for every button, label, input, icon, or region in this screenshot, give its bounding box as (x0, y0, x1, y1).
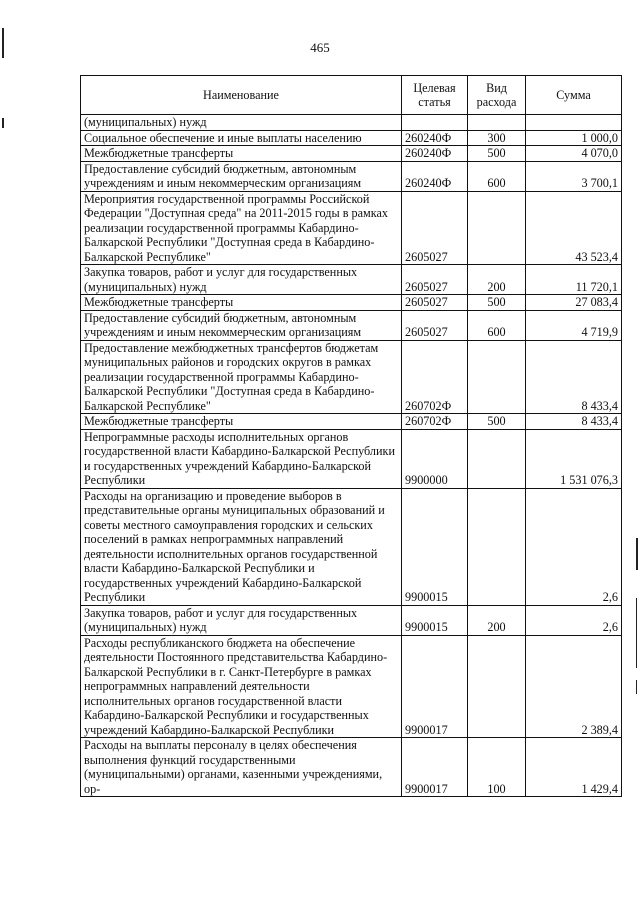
row-sum: 8 433,4 (526, 340, 622, 414)
row-sum: 4 070,0 (526, 146, 622, 162)
row-sum: 2 389,4 (526, 635, 622, 738)
row-sum: 4 719,9 (526, 310, 622, 340)
table-row (81, 310, 622, 340)
row-name: Расходы на организацию и проведение выборов в представительные органы муниципальных образований и советы местного самоуправления городских и сельских поселений в рамках непрограммных направлений деятельности исполнительных органов государственной власти Кабардино-Балкарской Республики и государственных учреждений Кабардино-Балкарской Республики (81, 488, 402, 605)
row-sum: 8 433,4 (526, 414, 622, 430)
column-header-article: Целевая статья (402, 76, 468, 115)
table-row (81, 265, 622, 295)
row-name: (муниципальных) нужд (81, 115, 402, 131)
row-sum: 1 000,0 (526, 130, 622, 146)
table-row (81, 429, 622, 488)
table-row (81, 605, 622, 635)
row-article: 2605027 (402, 295, 468, 311)
table-row (81, 340, 622, 414)
row-sum: 1 531 076,3 (526, 429, 622, 488)
row-sum: 2,6 (526, 605, 622, 635)
table-row (81, 146, 622, 162)
row-name: Предоставление субсидий бюджетным, автономным учреждениям и иным некоммерческим организациям (81, 161, 402, 191)
row-type (468, 115, 526, 131)
table-header-row (81, 76, 622, 115)
row-type (468, 635, 526, 738)
row-sum (526, 115, 622, 131)
row-type (468, 340, 526, 414)
row-type (468, 429, 526, 488)
row-article: 260702Ф (402, 414, 468, 430)
row-sum: 43 523,4 (526, 191, 622, 265)
row-name: Закупка товаров, работ и услуг для государственных (муниципальных) нужд (81, 605, 402, 635)
row-type: 200 (468, 265, 526, 295)
row-name: Межбюджетные трансферты (81, 295, 402, 311)
table-row (81, 488, 622, 605)
table-row (81, 130, 622, 146)
table-row (81, 115, 622, 131)
row-article (402, 115, 468, 131)
column-header-sum: Сумма (526, 76, 622, 115)
row-name: Предоставление межбюджетных трансфертов бюджетам муниципальных районов и городских округов в рамках реализации государственной программы Кабардино-Балкарской Республики "Доступная среда в Кабардино-Балкарской Республике" (81, 340, 402, 414)
row-type (468, 191, 526, 265)
row-article: 9900017 (402, 738, 468, 797)
row-type: 500 (468, 146, 526, 162)
column-header-name: Наименование (81, 76, 402, 115)
row-article: 260240Ф (402, 130, 468, 146)
row-type: 500 (468, 295, 526, 311)
row-type: 200 (468, 605, 526, 635)
row-name: Мероприятия государственной программы Российской Федерации "Доступная среда" на 2011-2015 годы в рамках реализации государственной программы Кабардино-Балкарской Республики "Доступная среда в Кабардино-Балкарской Республике" (81, 191, 402, 265)
table-row (81, 295, 622, 311)
row-name: Расходы республиканского бюджета на обеспечение деятельности Постоянного представительства Кабардино-Балкарской Республики в г. Санкт-Петербурге в рамках непрограммных направлений деятельности исполнительных органов государственной власти Кабардино-Балкарской Республики и государственных учреждений Кабардино-Балкарской Республики (81, 635, 402, 738)
row-sum: 11 720,1 (526, 265, 622, 295)
table-row (81, 161, 622, 191)
table-row (81, 635, 622, 738)
row-article: 2605027 (402, 310, 468, 340)
row-name: Межбюджетные трансферты (81, 146, 402, 162)
row-article: 260702Ф (402, 340, 468, 414)
row-name: Предоставление субсидий бюджетным, автономным учреждениям и иным некоммерческим организациям (81, 310, 402, 340)
row-type: 500 (468, 414, 526, 430)
row-type: 600 (468, 310, 526, 340)
row-name: Непрограммные расходы исполнительных органов государственной власти Кабардино-Балкарской Республики и государственных учреждений Кабардино-Балкарской Республики (81, 429, 402, 488)
scan-margin-mark (636, 598, 637, 668)
table-row (81, 414, 622, 430)
row-article: 9900015 (402, 488, 468, 605)
row-article: 9900000 (402, 429, 468, 488)
row-name: Расходы на выплаты персоналу в целях обеспечения выполнения функций государственными (муниципальными) органами, казенными учреждениями, ор- (81, 738, 402, 797)
row-article: 2605027 (402, 265, 468, 295)
row-article: 9900017 (402, 635, 468, 738)
row-name: Закупка товаров, работ и услуг для государственных (муниципальных) нужд (81, 265, 402, 295)
row-sum: 2,6 (526, 488, 622, 605)
page-number: 465 (310, 40, 330, 55)
row-sum: 3 700,1 (526, 161, 622, 191)
scan-margin-mark (636, 538, 638, 570)
row-sum: 1 429,4 (526, 738, 622, 797)
row-article: 260240Ф (402, 161, 468, 191)
budget-table (80, 75, 622, 797)
row-article: 2605027 (402, 191, 468, 265)
table-row (81, 191, 622, 265)
row-article: 260240Ф (402, 146, 468, 162)
scan-margin-mark (2, 118, 4, 128)
scan-margin-mark (636, 680, 637, 694)
row-name: Межбюджетные трансферты (81, 414, 402, 430)
row-sum: 27 083,4 (526, 295, 622, 311)
row-type: 600 (468, 161, 526, 191)
row-type (468, 488, 526, 605)
table-row (81, 738, 622, 797)
row-name: Социальное обеспечение и иные выплаты населению (81, 130, 402, 146)
row-type: 100 (468, 738, 526, 797)
column-header-type: Вид расхода (468, 76, 526, 115)
row-article: 9900015 (402, 605, 468, 635)
row-type: 300 (468, 130, 526, 146)
